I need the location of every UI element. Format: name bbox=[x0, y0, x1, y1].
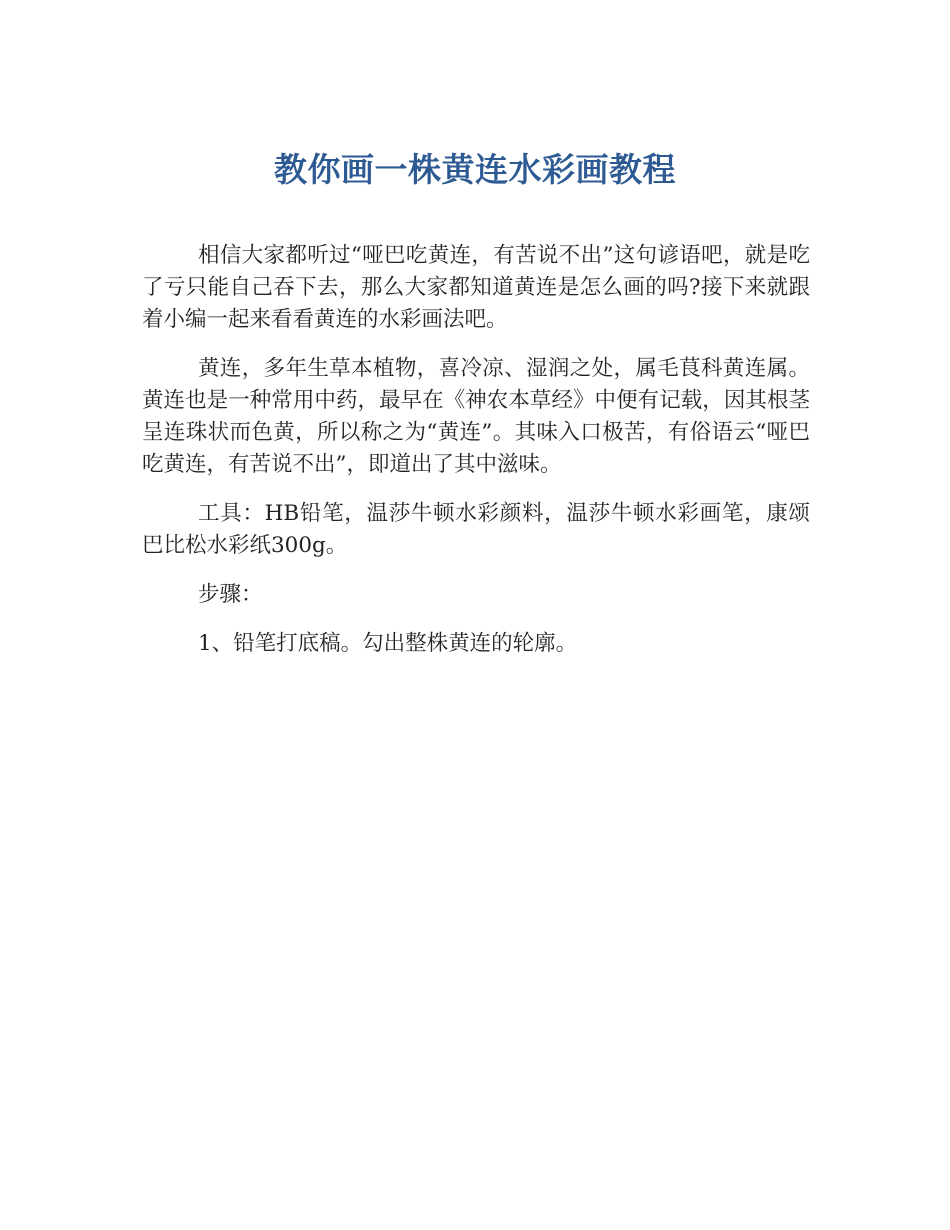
paragraph-intro: 相信大家都听过“哑巴吃黄连，有苦说不出”这句谚语吧，就是吃了亏只能自己吞下去，那么大家都知道黄连是怎么画的吗?接下来就跟着小编一起来看看黄连的水彩画法吧。 bbox=[142, 243, 810, 332]
paragraph-description: 黄连，多年生草本植物，喜冷凉、湿润之处，属毛茛科黄连属。黄连也是一种常用中药，最早在《神农本草经》中便有记载，因其根茎呈连珠状而色黄，所以称之为“黄连”。其味入口极苦，有俗语云“哑巴吃黄连，有苦说不出”，即道出了其中滋味。 bbox=[142, 356, 810, 477]
paragraph-tools: 工具：HB铅笔，温莎牛顿水彩颜料，温莎牛顿水彩画笔，康颂巴比松水彩纸300g。 bbox=[142, 501, 810, 558]
document-title: 教你画一株黄连水彩画教程 bbox=[274, 150, 676, 189]
document-body bbox=[142, 240, 810, 677]
paragraph-step-1: 1、铅笔打底稿。勾出整株黄连的轮廓。 bbox=[198, 631, 578, 656]
paragraph-steps-heading: 步骤： bbox=[198, 582, 263, 607]
